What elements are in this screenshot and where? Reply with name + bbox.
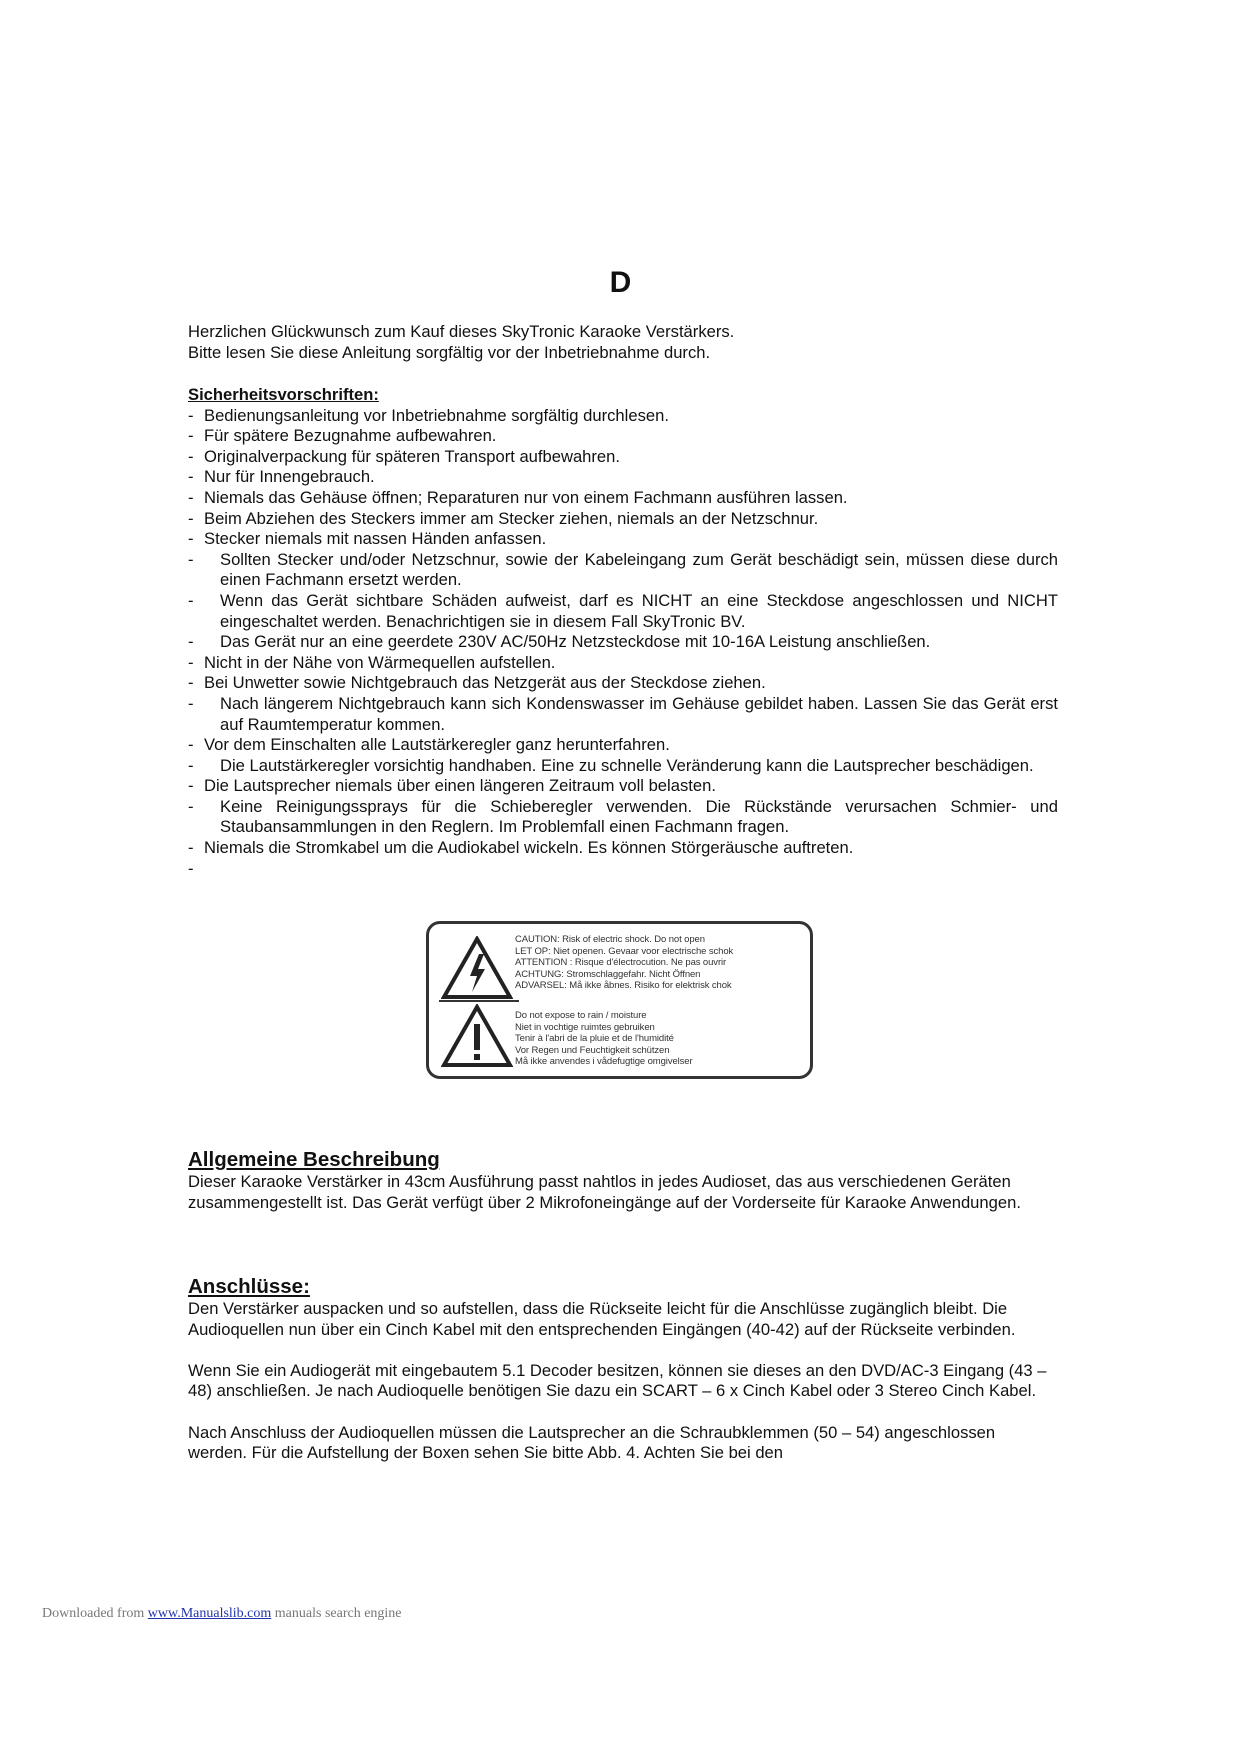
section-heading: Allgemeine Beschreibung — [188, 1148, 440, 1171]
page-language-letter: D — [609, 266, 632, 299]
list-item: - Originalverpackung für späteren Transport aufbewahren. — [188, 446, 621, 466]
list-item: - Nach längerem Nichtgebrauch kann sich Kondenswasser im Gehäuse gebildet haben. Lassen Sie das Gerät erst auf Raumtemperatur kommen. — [188, 693, 1058, 734]
safety-section — [188, 385, 1058, 879]
list-item: - — [188, 858, 194, 878]
list-item: - Für spätere Bezugnahme aufbewahren. — [188, 426, 497, 446]
list-item: - Sollten Stecker und/oder Netzschnur, sowie der Kabeleingang zum Gerät beschädigt sein, müssen diese durch einen Fachmann ersetzt werden. — [188, 549, 1058, 590]
list-item: - Bei Unwetter sowie Nichtgebrauch das Netzgerät aus der Steckdose ziehen. — [188, 673, 766, 693]
connections-section — [188, 1275, 1058, 1464]
section-heading: Anschlüsse: — [188, 1275, 310, 1298]
list-item: - Nur für Innengebrauch. — [188, 467, 375, 487]
list-item: - Das Gerät nur an eine geerdete 230V AC/50Hz Netzsteckdose mit 10-16A Leistung anschließen. — [188, 632, 931, 652]
general-description-section — [188, 1148, 1058, 1213]
list-item: - Wenn das Gerät sichtbare Schäden aufweist, darf es NICHT an eine Steckdose angeschlossen und NICHT eingeschaltet werden. Benachrichtigen sie in diesem Fall SkyTronic BV. — [188, 590, 1058, 631]
list-item: - Nicht in der Nähe von Wärmequellen aufstellen. — [188, 652, 556, 672]
list-item: - Niemals das Gehäuse öffnen; Reparaturen nur von einem Fachmann ausführen lassen. — [188, 487, 848, 507]
download-footer: Downloaded from www.Manualslib.com manuals search engine — [42, 1606, 402, 1621]
section-text: Dieser Karaoke Verstärker in 43cm Ausführung passt nahtlos in jedes Audioset, das aus verschiedenen Geräten zusammengestellt ist. Das Gerät verfügt über 2 Mikrofoneingänge auf der Vorderseite für Karaoke Anwendungen. — [188, 1172, 1021, 1212]
safety-heading: Sicherheitsvorschriften: — [188, 385, 379, 404]
list-item: - Keine Reinigungssprays für die Schieberegler verwenden. Die Rückstände verursachen Schmier- und Staubansammlungen in den Reglern. Im Problemfall einen Fachmann fragen. — [188, 796, 1058, 837]
moisture-warning-text: Do not expose to rain / moisture Niet in vochtige ruimtes gebruiken Tenir à l'abri de la pluie et de l'humidité Vor Regen und Feuchtigkeit schützen Må ikke anvendes i vådefugtige omgivelser — [515, 1010, 693, 1068]
safety-list — [188, 406, 1058, 880]
list-item: - Stecker niemals mit nassen Händen anfassen. — [188, 529, 547, 549]
section-text: Wenn Sie ein Audiogerät mit eingebautem 5.1 Decoder besitzen, können sie dieses an den DVD/AC-3 Eingang (43 – 48) anschließen. Je nach Audioquelle benötigen Sie dazu ein SCART – 6 x Cinch Kabel oder 3 Stereo Cinch Kabel. — [188, 1360, 1047, 1401]
list-item: - Die Lautstärkeregler vorsichtig handhaben. Eine zu schnelle Veränderung kann die Lautsprecher beschädigen. — [188, 755, 1034, 775]
list-item: - Beim Abziehen des Steckers immer am Stecker ziehen, niemals an der Netzschnur. — [188, 508, 819, 528]
list-item: - Niemals die Stromkabel um die Audiokabel wickeln. Es können Störgeräusche auftreten. — [188, 838, 854, 858]
list-item: - Die Lautsprecher niemals über einen längeren Zeitraum voll belasten. — [188, 776, 716, 796]
intro-line: Herzlichen Glückwunsch zum Kauf dieses SkyTronic Karaoke Verstärkers. — [188, 322, 735, 341]
exclamation-warning-icon — [441, 1004, 513, 1068]
list-item: - Bedienungsanleitung vor Inbetriebnahme sorgfältig durchlesen. — [188, 405, 669, 425]
section-text: Den Verstärker auspacken und so aufstellen, dass die Rückseite leicht für die Anschlüsse zugänglich bleibt. Die Audioquellen nun über ein Cinch Kabel mit den entsprechenden Eingängen (40-42) auf der Rückseite verbinden. — [188, 1299, 1016, 1339]
section-text: Nach Anschluss der Audioquellen müssen die Lautsprecher an die Schraubklemmen (50 – 54) angeschlossen werden. Für die Aufstellung der Boxen sehen Sie bitte Abb. 4. Achten Sie bei den — [188, 1422, 996, 1463]
intro-line: Bitte lesen Sie diese Anleitung sorgfältig vor der Inbetriebnahme durch. — [188, 342, 711, 362]
electric-shock-warning-icon — [441, 936, 513, 1000]
intro-block — [188, 322, 1058, 363]
electric-warning-text: CAUTION: Risk of electric shock. Do not open LET OP: Niet openen. Gevaar voor electrische schok ATTENTION : Risque d'électrocution. Ne pas ouvrir ACHTUNG: Stromschlaggefahr. Nicht Öffnen ADVARSEL: Må ikke åbnes. Risiko for elektrisk chok — [515, 934, 734, 992]
list-item: - Vor dem Einschalten alle Lautstärkeregler ganz herunterfahren. — [188, 735, 670, 755]
warning-label — [426, 921, 813, 1079]
label-divider — [439, 1000, 519, 1002]
manualslib-link[interactable]: www.Manualslib.com — [147, 1606, 272, 1621]
